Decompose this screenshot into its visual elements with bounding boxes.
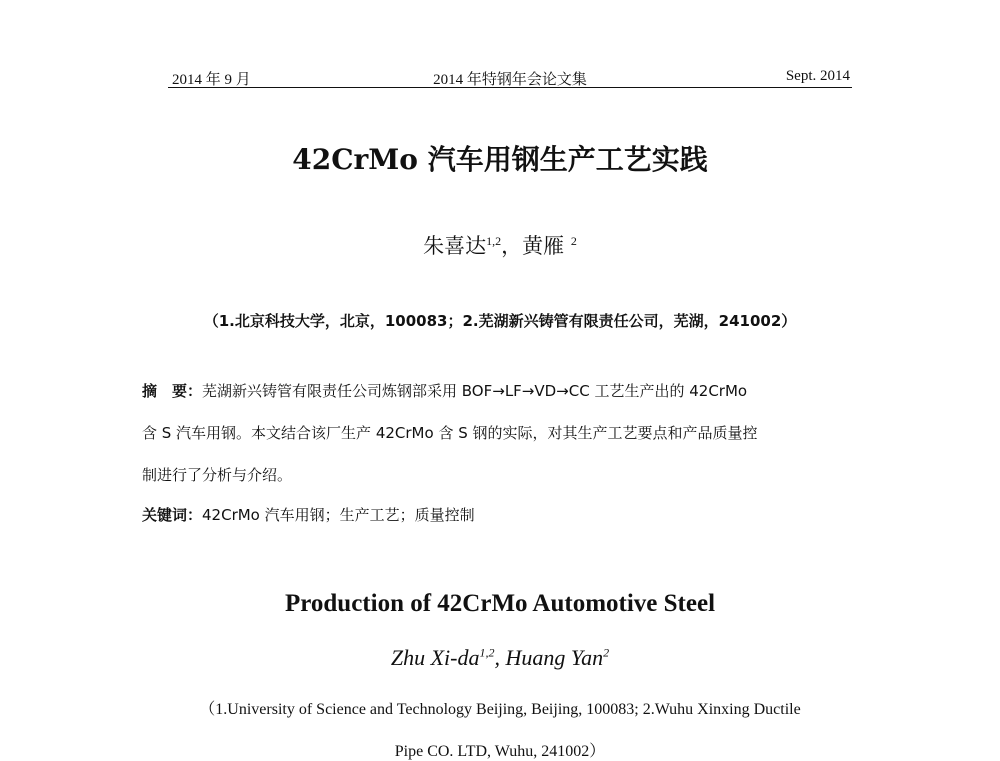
author-1-en-affil-mark: 1,2 — [479, 645, 495, 660]
author-separator-en: , — [494, 645, 506, 670]
author-2-en-affil-mark: 2 — [603, 645, 610, 660]
header-date-cn: 2014 年 9 月 — [172, 72, 251, 88]
authors-en — [0, 645, 1000, 671]
header-proceedings-title: 2014 年特钢年会论文集 — [433, 72, 587, 88]
header-rule — [168, 87, 852, 88]
abstract-line-3: 制进行了分析与介绍。 — [142, 466, 293, 484]
affiliation-en-line-2: Pipe CO. LTD, Wuhu, 241002） — [394, 743, 606, 760]
paper-title-en: Production of 42CrMo Automotive Steel — [284, 590, 716, 617]
abstract-text-1: 芜湖新兴铸管有限责任公司炼钢部采用 BOF→LF→VD→CC 工艺生产出的 42CrMo — [202, 382, 748, 400]
author-separator-cn: ， — [501, 234, 523, 258]
affiliation-cn: （1.北京科技大学，北京，100083；2.芜湖新兴铸管有限责任公司，芜湖，241002） — [203, 312, 797, 330]
paper-title-cn: 42CrMo 汽车用钢生产工艺实践 — [292, 143, 708, 176]
author-2-en: Huang Yan — [505, 645, 604, 670]
author-1-cn-affil-mark: 1,2 — [486, 234, 502, 248]
author-2-cn: 黄雁 — [522, 234, 565, 258]
header-date-en: Sept. 2014 — [785, 68, 850, 84]
abstract-label: 摘 要： — [142, 382, 203, 400]
author-1-en: Zhu Xi-da — [390, 645, 480, 670]
keywords-text: 42CrMo 汽车用钢；生产工艺；质量控制 — [202, 506, 475, 524]
affiliation-en-line-1: （1.University of Science and Technology Beijing, Beijing, 100083; 2.Wuhu Xinxing Ductile — [199, 701, 801, 718]
author-2-cn-affil-mark: 2 — [570, 234, 577, 248]
abstract-line-1 — [142, 380, 747, 401]
keywords-line — [142, 504, 475, 525]
authors-cn — [0, 230, 1000, 260]
author-1-cn: 朱喜达 — [423, 234, 487, 258]
running-header — [168, 66, 852, 90]
abstract-line-2: 含 S 汽车用钢。本文结合该厂生产 42CrMo 含 S 钢的实际，对其生产工艺要点和产品质量控 — [142, 424, 758, 442]
keywords-label: 关键词： — [142, 506, 203, 524]
